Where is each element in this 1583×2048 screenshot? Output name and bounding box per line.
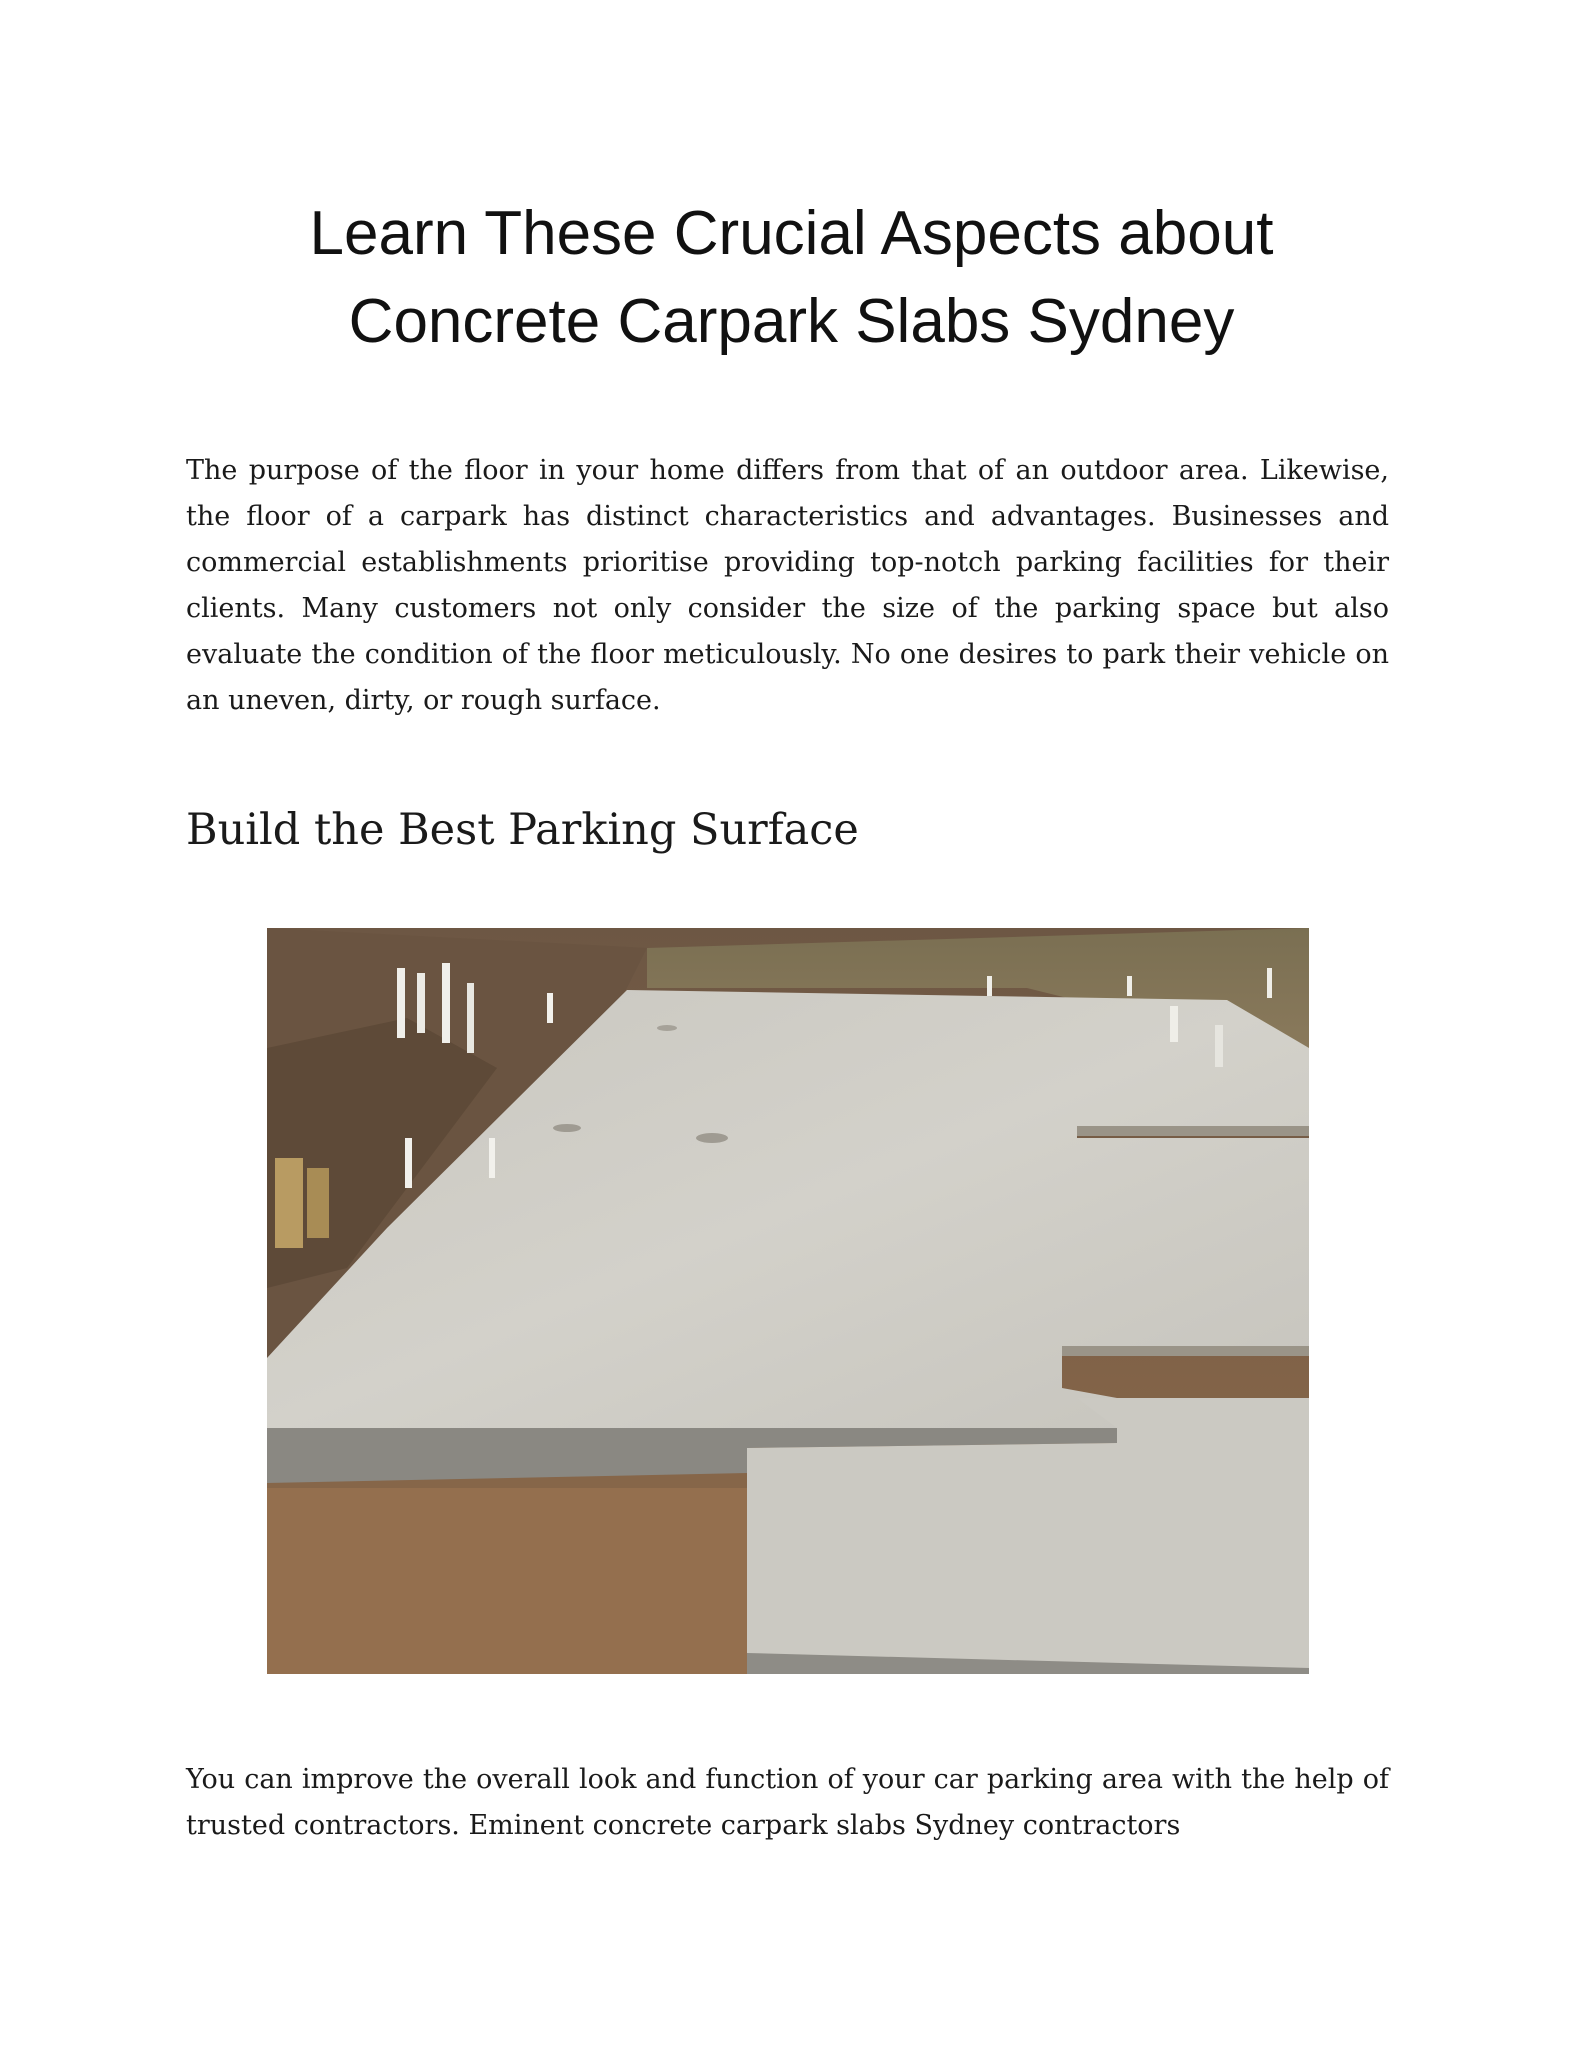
intro-paragraph: The purpose of the floor in your home differs from that of an outdoor area. Likewise, the floor of a carpark has distinct characteristics and advantages. Businesses and commercial establishments prioritise providing top-notch parking facilities for their clients. Many customers not only consider the size of the parking space but also evaluate the condition of the floor meticulously. No one desires to park their vehicle on an uneven, dirty, or rough surface. <box>186 455 1389 716</box>
title-line-1: Learn These Crucial Aspects about <box>309 199 1274 268</box>
photo-drain <box>553 1124 581 1132</box>
document-title <box>200 190 1383 366</box>
photo-timber <box>275 1158 303 1248</box>
photo-pipe <box>397 968 405 1038</box>
title-line-2: Concrete Carpark Slabs Sydney <box>348 287 1235 356</box>
concrete-slab-photo <box>267 928 1309 1674</box>
body-paragraph: You can improve the overall look and function of your car parking area with the help of trusted contractors. Eminent concrete carpark slabs Sydney contractors <box>186 1764 1389 1841</box>
section-heading: Build the Best Parking Surface <box>186 805 859 855</box>
